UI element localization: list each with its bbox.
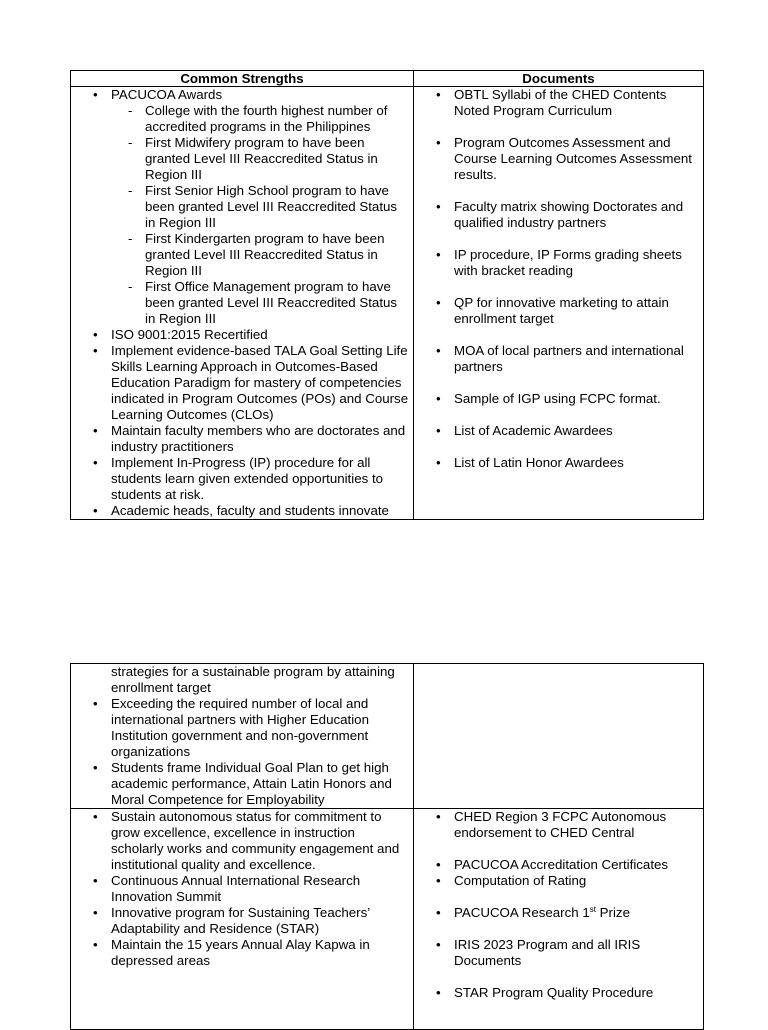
list-item: • QP for innovative marketing to attain enrollment target: [454, 295, 701, 327]
prize-text-end: Prize: [595, 905, 630, 920]
table-row: [71, 664, 704, 809]
list-item: • IRIS 2023 Program and all IRIS Documents: [454, 937, 701, 969]
list-item: • Sustain autonomous status for commitment to grow excellence, excellence in instruction scholarly works and community engagement and institutional quality and excellence.: [111, 809, 411, 873]
header-row: [71, 71, 704, 87]
list-item: • Students frame Individual Goal Plan to get high academic performance, Attain Latin Honors and Moral Competence for Employability: [111, 760, 411, 808]
list-item: • Implement evidence-based TALA Goal Setting Life Skills Learning Approach in Outcomes-Based Education Paradigm for mastery of competencies indicated in Program Outcomes (POs) and Course Learning Outcomes (CLOs): [111, 343, 411, 423]
documents-cell: [414, 87, 704, 520]
list-item: • Innovative program for Sustaining Teachers’ Adaptability and Residence (STAR): [111, 905, 411, 937]
list-item: • List of Academic Awardees: [454, 423, 701, 439]
list-item: • Exceeding the required number of local and international partners with Higher Education Institution government and non-government organizations: [111, 696, 411, 760]
pacucoa-awards-label: PACUCOA Awards: [111, 87, 223, 102]
list-item: [111, 87, 411, 327]
strengths-documents-table-page1: [70, 70, 704, 520]
sub-list-item: - First Office Management program to have been granted Level III Reaccredited Status in Region III: [145, 279, 411, 327]
list-item: • MOA of local partners and international partners: [454, 343, 701, 375]
list-item: • Computation of Rating: [454, 873, 701, 889]
sub-list-item: - College with the fourth highest number of accredited programs in the Philippines: [145, 103, 411, 135]
list-item: • ISO 9001:2015 Recertified: [111, 327, 411, 343]
list-item: • Maintain the 15 years Annual Alay Kapwa in depressed areas: [111, 937, 411, 969]
list-item: [454, 905, 701, 921]
list-item: • PACUCOA Accreditation Certificates: [454, 857, 701, 873]
list-item: • Faculty matrix showing Doctorates and qualified industry partners: [454, 199, 701, 231]
table-row: [71, 87, 704, 520]
sub-list-item: - First Midwifery program to have been granted Level III Reaccredited Status in Region III: [145, 135, 411, 183]
sub-list-item: - First Senior High School program to have been granted Level III Reaccredited Status in Region III: [145, 183, 411, 231]
documents-cell: [414, 809, 704, 1030]
strengths-cell: [71, 664, 414, 809]
documents-list: [418, 809, 701, 1001]
sub-list-item: - First Kindergarten program to have been granted Level III Reaccredited Status in Region III: [145, 231, 411, 279]
header-common-strengths: Common Strengths: [71, 71, 414, 87]
ordinal-suffix: st: [589, 905, 596, 914]
list-item: • Program Outcomes Assessment and Course Learning Outcomes Assessment results.: [454, 135, 701, 183]
list-item: • OBTL Syllabi of the CHED Contents Noted Program Curriculum: [454, 87, 701, 119]
documents-list: [418, 87, 701, 471]
strengths-list: [75, 696, 411, 808]
list-item: • Sample of IGP using FCPC format.: [454, 391, 701, 407]
pacucoa-awards-sublist: [111, 103, 411, 327]
list-item: • List of Latin Honor Awardees: [454, 455, 701, 471]
strengths-cell: [71, 87, 414, 520]
list-item: • STAR Program Quality Procedure: [454, 985, 701, 1001]
strengths-list: [75, 87, 411, 519]
strengths-cell: [71, 809, 414, 1030]
list-item: • Implement In-Progress (IP) procedure for all students learn given extended opportunities to students at risk.: [111, 455, 411, 503]
strengths-documents-table-page2: [70, 663, 704, 1030]
list-item: • IP procedure, IP Forms grading sheets with bracket reading: [454, 247, 701, 279]
continued-text: strategies for a sustainable program by attaining enrollment target: [111, 664, 395, 695]
prize-text: PACUCOA Research 1: [454, 905, 590, 920]
list-item: • Academic heads, faculty and students innovate: [111, 503, 411, 519]
list-item: • Continuous Annual International Research Innovation Summit: [111, 873, 411, 905]
strengths-list: [75, 809, 411, 969]
list-item: • CHED Region 3 FCPC Autonomous endorsement to CHED Central: [454, 809, 701, 841]
documents-cell: [414, 664, 704, 809]
table-row: [71, 809, 704, 1030]
header-documents: Documents: [414, 71, 704, 87]
list-item: • Maintain faculty members who are doctorates and industry practitioners: [111, 423, 411, 455]
